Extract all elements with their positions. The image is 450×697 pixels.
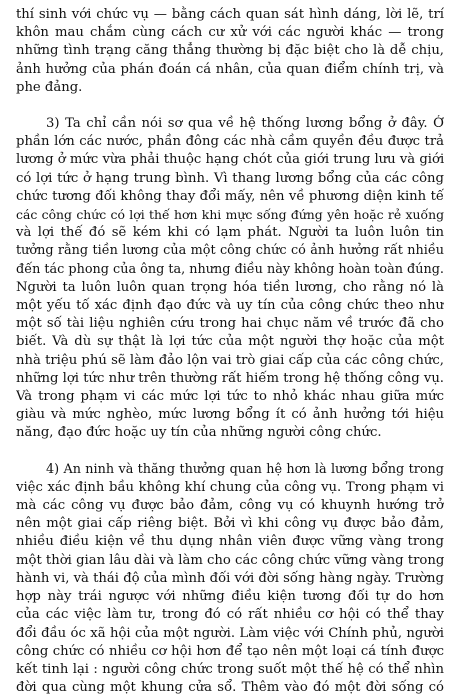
- paragraph-2: [16, 115, 444, 443]
- text-line: phe đảng.: [16, 79, 83, 95]
- text-line: chức tương đối không thay đổi mấy, nên về phương diện kinh tế: [16, 188, 444, 204]
- document-page: [16, 6, 444, 697]
- text-line: nên một giai cấp riêng biệt. Bởi vì khi công vụ được bảo đảm,: [16, 516, 444, 532]
- text-line: đời qua cùng một khung cửa sổ. Thêm vào đó một đời sống có: [16, 680, 444, 696]
- paragraph-spacer: [16, 443, 444, 461]
- text-line: kết tinh lại : người công chức trong suốt một thế hệ có thể nhìn: [16, 661, 444, 677]
- text-line: nhiều điều kiện về thu dụng nhân viên được vững vàng trong: [16, 534, 444, 550]
- text-line: mà các công vụ được bảo đảm, công vụ có khuynh hướng trở: [16, 498, 444, 514]
- text-line: Người ta luôn luôn quan trọng hóa tiền lương, cho rằng nó là: [16, 279, 444, 295]
- text-line: công chức có nhiều cơ hội hơn để tạo nên một loại cá tính được: [16, 643, 444, 659]
- text-line: hành vi, và thái độ của mình đối với đời sống hàng ngày. Trường: [16, 570, 444, 586]
- paragraph-spacer: [16, 97, 444, 115]
- paragraph-3: [16, 461, 444, 697]
- text-line: các công chức có lợi thế hơn khi mực sống đứng yên hoặc rẻ xuống: [16, 207, 444, 223]
- text-line: một số tài liệu nghiên cứu trong hai chục năm về trước đã cho: [16, 316, 444, 332]
- text-line: khôn mau chắm cùng cách cư xử với các người khác — trong: [16, 25, 444, 41]
- text-line: những lợi tức như trên thường rất hiếm trong hệ thống công vụ.: [16, 370, 444, 386]
- text-line: một thời gian lâu dài và làm cho các công chức vững vàng trong: [16, 552, 444, 568]
- text-line: lương ở mức vừa phải thuộc hạng chót của giới trung lưu và giới: [16, 152, 444, 168]
- paragraph-1: [16, 6, 444, 97]
- text-line: năng, đạo đức hoặc uy tín của những người công chức.: [16, 425, 382, 441]
- text-line: ảnh hưởng của phán đoán cá nhân, của quan điểm chính trị, và: [16, 61, 444, 77]
- text-line: 3) Ta chỉ cần nói sơ qua về hệ thống lương bổng ở đây. Ở: [46, 116, 444, 132]
- text-line: hợp này trái ngược với những điều kiện tương đối tự do hơn: [16, 589, 444, 605]
- text-line: giàu và mức nghèo, mức lương bổng ít có ảnh hưởng tới hiệu: [16, 407, 444, 423]
- text-line: biết. Và dù sự thật là lợi tức của một người thợ hoặc của một: [16, 334, 444, 350]
- text-line: tưởng rằng tiền lương của một công chức có ảnh hưởng rất nhiều: [16, 243, 444, 259]
- text-line: thí sinh với chức vụ — bằng cách quan sát hình dáng, lời lẽ, trí: [16, 7, 444, 22]
- text-line: Và trong phạm vi các mức lợi tức to nhỏ khác nhau giữa mức: [16, 389, 444, 405]
- text-line: đổi đầu óc xã hội của một người. Làm việc với Chính phủ, người: [16, 625, 444, 641]
- text-line: và lợi thế đó sẽ kém khi có lạm phát. Người ta luôn luôn tin: [16, 225, 444, 241]
- text-line: một yếu tố xác định đạo đức và uy tín của công chức theo như: [16, 298, 444, 314]
- text-line: phần lớn các nước, phần đông các nhà cầm quyền đều được trả: [16, 134, 444, 150]
- text-line: 4) An ninh và thăng thưởng quan hệ hơn là lương bổng trong: [46, 461, 444, 477]
- text-line: có lợi tức ở hạng trung bình. Vì thang lương bổng của các công: [16, 170, 444, 186]
- text-line: nhà triệu phú sẽ làm đảo lộn vai trò giai cấp của các công chức,: [16, 352, 444, 368]
- text-line: của các việc làm tư, trong đó có rất nhiều cơ hội có thể thay: [16, 607, 444, 623]
- text-line: đến tác phong của ông ta, nhưng điều này không hoàn toàn đúng.: [16, 261, 444, 277]
- text-line: việc xác định bầu không khí chung của công vụ. Trong phạm vi: [16, 479, 444, 495]
- text-line: những tình trạng căng thẳng thường bị đặc biệt cho là dễ chịu,: [16, 43, 444, 59]
